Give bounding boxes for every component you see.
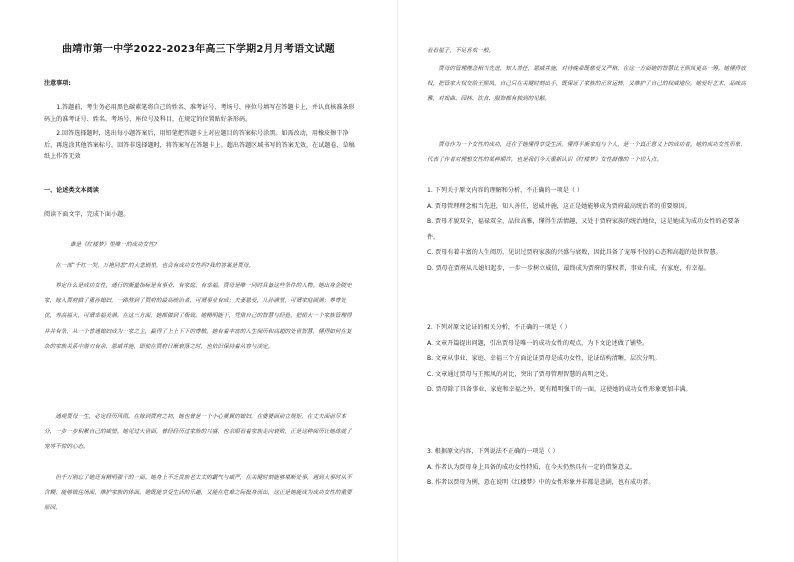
question-2-option-a[interactable]: A. 文章开篇提出问题，引出贾母是唯一的成功女性的观点，为下文论述做了铺垫。 bbox=[427, 339, 649, 347]
article-title: 谁是《红楼梦》里唯一的成功女性? bbox=[70, 241, 157, 248]
question-3-option-a[interactable]: A. 作者认为贾母身上具备的成功女性特质，在今天仍然具有一定的借鉴意义。 bbox=[427, 463, 637, 471]
article-text-2: 界定什么是成功女性，通行的衡量指标是有事业、有家庭、有幸福。贾母是唯一同时具备这些条件的人物。她出身金陵史家，嫁入贾府做了重孙媳妇，一路熬到了贾府的最高统治者，可谓事业有成；夫妻恩爱，儿孙满堂，可谓家庭圆满；养尊处优，寿高福大，可谓幸福美满。在这三方面，她都做到了极致。她精明能干，凭借自己的智慧与经验，把偌大一个家族管理得井井有条，从一个普通媳妇成为一家之主，赢得了上上下下的尊敬。她有着丰富的人生阅历和高超的处世智慧，懂得如何在复杂的家族关系中游刃有余，恩威并施，即使在贾府日渐衰落之时，也依旧保持着从容与淡定。 bbox=[44, 282, 352, 351]
right-column bbox=[397, 0, 794, 562]
instruction-block bbox=[44, 209, 356, 221]
question-1 bbox=[427, 183, 747, 276]
article-para-2 bbox=[44, 273, 356, 387]
article-text-3: 通观贾母一生，必定经历风雨。在嫁到贾府之初，她也曾是一个小心翼翼的媳妇，在婆婆面前立规矩，在丈夫面前尽本分，一步一步积累自己的威望。她见过大世面，曾经经历过家族的兴盛，也亲眼看着家族走向衰败，正是这种阅历让她练就了宠辱不惊的心态。 bbox=[44, 413, 352, 451]
document-title: 曲靖市第一中学2022-2023年高三下学期2月月考语文试题 bbox=[62, 44, 335, 55]
article-text-4: 但千万别忘了她还有精明强干的一面。她身上不乏贵族老太太的霸气与威严，在关键时刻能够果断处事，遇到大事时从不含糊，能够镇住场面，维护家族的体面。她既能享受生活的乐趣，又能在危难之际挺身而出，这正是她能成为成功女性的重要原因。 bbox=[44, 474, 352, 512]
question-2-option-c[interactable]: C. 文章通过贾母与王熙凤的对比，突出了贾母管理智慧的高明之处。 bbox=[427, 370, 612, 378]
question-2 bbox=[427, 320, 747, 398]
section-one bbox=[44, 185, 356, 197]
right-para-2 bbox=[427, 132, 747, 178]
question-1-option-c[interactable]: C. 贾母有着丰富的人生阅历，见识过贾府家族的兴盛与衰败，因此具备了宠辱不惊的心态和高超的处世智慧。 bbox=[427, 249, 722, 256]
notice-heading: 注意事项: bbox=[44, 80, 71, 87]
article-para-4 bbox=[44, 465, 356, 545]
instruction-text: 阅读下面文字，完成下面小题。 bbox=[44, 211, 130, 218]
question-2-stem: 2. 下列对原文论证的相关分析，不正确的一项是（ ） bbox=[427, 324, 571, 331]
right-text-2: 贾母作为一个女性的成功，还在于她懂得享受生活，懂得平衡家庭与个人，是一个真正意义上的成功者。她的成功女性形象，代表了作者对理想女性的某种期许，也是我们今天重新认识《红楼梦》女性群像的一个切入点。 bbox=[427, 141, 746, 163]
question-2-option-d[interactable]: D. 贾母除了具备事业、家庭和幸福之外，更有精明强干的一面，这使她的成功女性形象更加丰满。 bbox=[427, 386, 692, 393]
notice-block bbox=[44, 78, 356, 90]
section-heading: 一、论述类文本阅读 bbox=[44, 187, 99, 194]
right-para-1 bbox=[427, 56, 747, 132]
question-3 bbox=[427, 444, 747, 491]
continuation-text: 看看屋子，不足喜欢一般。 bbox=[427, 47, 495, 54]
article-para-3 bbox=[44, 404, 356, 466]
question-3-stem: 3. 根据原文内容，下列说法不正确的一项是（ ） bbox=[427, 448, 559, 455]
notice-item-1 bbox=[44, 102, 356, 125]
question-1-option-b[interactable]: B. 贾母才貌双全，福禄双全，品位高雅，懂得生活情趣，又处于贾府家族的统治地位，这是她成为成功女性的必要条件。 bbox=[427, 218, 740, 241]
notice-item-2 bbox=[44, 128, 356, 163]
notice-text-1: 1.答题前，考生务必用黑色碳素笔将自己的姓名、准考证号、考场号、座位号填写在答题卡上，并认真核准条形码上的准考证号、姓名、考场号、座位号及科目，在规定的位置贴好条形码。 bbox=[44, 104, 355, 123]
question-3-option-b[interactable]: B. 作者以贾母为例，意在说明《红楼梦》中的女性形象并非都是悲剧，也有成功者。 bbox=[427, 479, 655, 486]
article-text-1: 在一部“千红一哭，万艳同悲”的大悲剧里，也会有成功女性吗?我的答案是贾母。 bbox=[55, 262, 255, 269]
question-1-option-a[interactable]: A. 贾母管理理念相当先进，知人善任，恩威并施，这正是她能够成为贾府最高统治者的重要原因。 bbox=[427, 202, 691, 210]
question-1-stem: 1. 下列关于原文内容的理解和分析，不正确的一项是（ ） bbox=[427, 187, 583, 194]
right-text-1: 贾母的管理理念相当先进，知人善任，恩威并施，对待晚辈既慈爱又严格，在这一方面她的智慧比王熙凤更高一筹。她懂得放权，把管家大权交给王熙凤，自己只在关键时刻出手，既保证了家族的正常运转，又维护了自己的权威地位。她爱好艺术，品味高雅，对戏曲、园林、饮食、服饰都有独到的见解。 bbox=[427, 65, 746, 103]
notice-text-2: 2.回答选择题时，选出每小题答案后，用铅笔把答题卡上对应题目的答案标号涂黑。如需改动，用橡皮擦干净后，再选涂其他答案标号。回答非选择题时，将答案写在答题卡上。超出答题区域书写的答案无效，在试题卷、草稿纸上作答无效 bbox=[44, 130, 355, 160]
question-2-option-b[interactable]: B. 文章从事业、家庭、幸福三个方面论证贾母是成功女性，论证结构清晰，层次分明。 bbox=[427, 355, 661, 362]
question-1-option-d[interactable]: D. 贾母在贾府从儿媳妇起步，一步一步树立威信，最终成为贾府的掌权者，事业有成，有家庭，有幸福。 bbox=[427, 264, 710, 272]
